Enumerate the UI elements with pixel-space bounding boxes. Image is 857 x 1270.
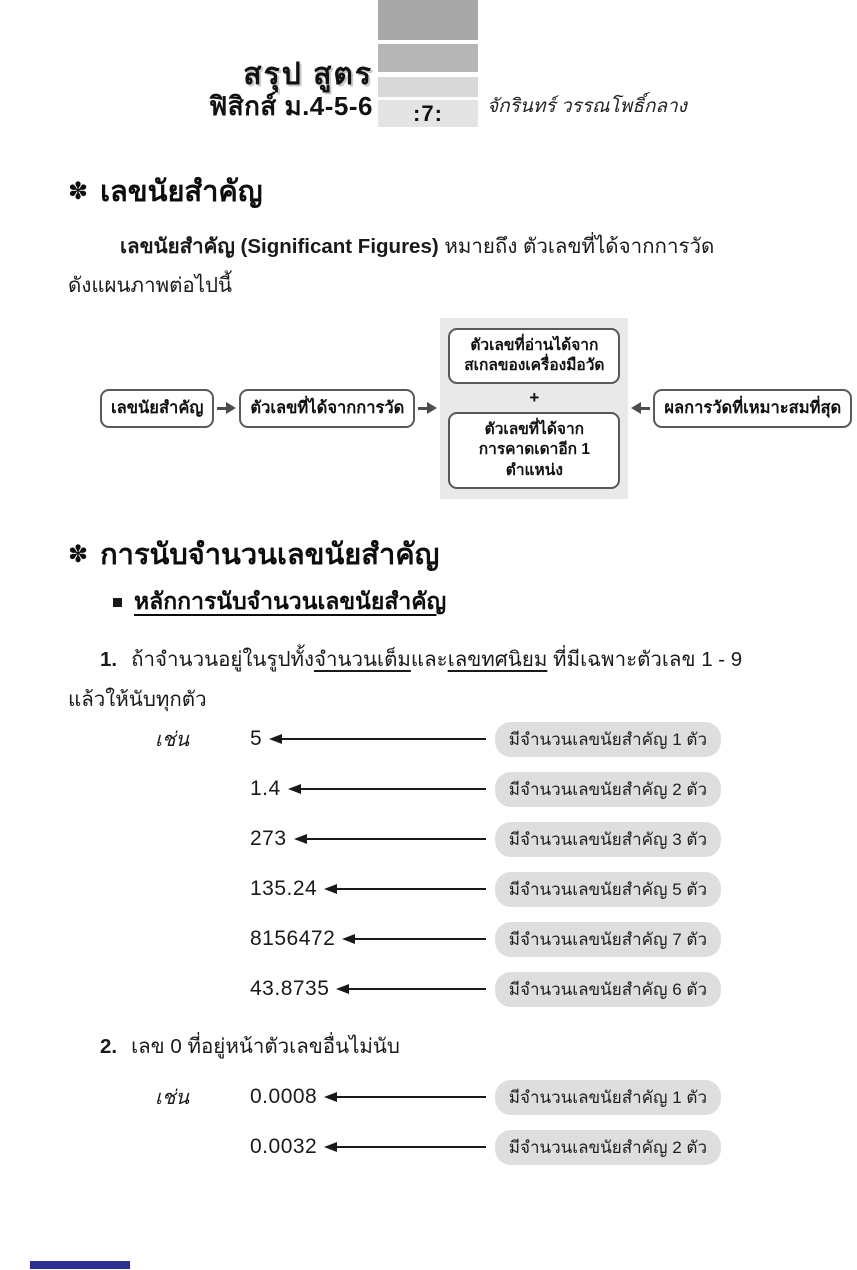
gray-bar-1 <box>378 0 478 40</box>
rule1-examples <box>155 724 721 1024</box>
book-title-line2: ฟิสิกส์ ม.4-5-6 <box>208 91 373 121</box>
example-row <box>155 1132 721 1162</box>
diagram-box-significant-number: เลขนัยสำคัญ <box>100 389 214 428</box>
right-arrow-icon <box>418 402 437 414</box>
counting-principles-subheading <box>113 584 446 620</box>
rule1-text-part2: และ <box>410 648 448 671</box>
example-value: 5 <box>250 727 263 750</box>
section2-title: การนับจำนวนเลขนัยสำคัญ <box>100 539 440 571</box>
diagram-box-scale-reading <box>448 328 620 384</box>
intro-rest: หมายถึง ตัวเลขที่ได้จากการวัด <box>438 235 715 258</box>
rule2-text: เลข 0 ที่อยู่หน้าตัวเลขอื่นไม่นับ <box>131 1035 400 1058</box>
example-value: 1.4 <box>250 777 281 800</box>
example-annotation-pill: มีจำนวนเลขนัยสำคัญ 3 ตัว <box>495 822 721 857</box>
rule1-text-part3: ที่มีเฉพาะตัวเลข 1 - 9 <box>547 648 743 671</box>
example-annotation-pill: มีจำนวนเลขนัยสำคัญ 1 ตัว <box>495 722 721 757</box>
intro-bold-term: เลขนัยสำคัญ (Significant Figures) <box>120 235 439 258</box>
header-gray-bars <box>378 0 478 127</box>
rule1-number: 1. <box>100 648 118 671</box>
flower-bullet-icon: ✽ <box>68 177 89 205</box>
significant-figures-diagram <box>100 318 842 499</box>
left-arrow-icon <box>294 834 486 844</box>
left-arrow-icon <box>324 1142 486 1152</box>
example-value: 0.0008 <box>250 1085 318 1108</box>
example-value: 135.24 <box>250 877 318 900</box>
flower-bullet-icon: ✽ <box>68 540 89 568</box>
book-title <box>209 58 373 121</box>
diagram-box-estimated-digit <box>448 412 620 488</box>
example-row <box>155 1082 721 1112</box>
section-heading-significant-figures <box>68 168 263 214</box>
diagram-box-best-result: ผลการวัดที่เหมาะสมที่สุด <box>653 389 852 428</box>
left-arrow-icon <box>336 984 485 994</box>
example-annotation-pill: มีจำนวนเลขนัยสำคัญ 2 ตัว <box>495 772 721 807</box>
scale-reading-line2: สเกลของเครื่องมือวัด <box>464 357 605 375</box>
intro-line2: ดังแผนภาพต่อไปนี้ <box>68 273 233 297</box>
rule1-underlined-integer: จำนวนเต็ม <box>314 648 411 671</box>
left-arrow-icon <box>324 884 486 894</box>
left-arrow-icon <box>269 734 486 744</box>
estimated-digit-line2: การคาดเดาอีก 1 ตำแหน่ง <box>478 441 590 479</box>
section-heading-counting <box>68 531 439 577</box>
left-arrow-icon <box>324 1092 486 1102</box>
rule1-text-part1: ถ้าจำนวนอยู่ในรูปทั้ง <box>131 648 314 671</box>
example-row <box>155 774 721 804</box>
example-label: เช่น <box>155 1087 190 1109</box>
example-value: 8156472 <box>250 927 336 950</box>
intro-paragraph <box>68 232 792 302</box>
example-value: 43.8735 <box>250 977 330 1000</box>
example-row <box>155 974 721 1004</box>
rule2-number: 2. <box>100 1035 118 1058</box>
example-row <box>155 724 721 754</box>
example-value: 0.0032 <box>250 1135 318 1158</box>
example-row <box>155 824 721 854</box>
subheading-text: หลักการนับจำนวนเลขนัยสำคัญ <box>134 588 447 614</box>
scale-reading-line1: ตัวเลขที่อ่านได้จาก <box>470 337 599 354</box>
rule1-underlined-decimal: เลขทศนิยม <box>447 648 548 671</box>
left-arrow-icon <box>288 784 486 794</box>
example-value: 273 <box>250 827 287 850</box>
section1-title: เลขนัยสำคัญ <box>100 176 263 208</box>
plus-sign: + <box>529 388 540 408</box>
example-row <box>155 874 721 904</box>
rule1-line2: แล้วให้นับทุกตัว <box>68 687 207 711</box>
example-annotation-pill: มีจำนวนเลขนัยสำคัญ 7 ตัว <box>495 922 721 957</box>
author-name: จักรินทร์ วรรณโพธิ์กลาง <box>487 96 687 117</box>
left-arrow-icon <box>631 402 650 414</box>
diagram-box-measured-number: ตัวเลขที่ได้จากการวัด <box>239 389 415 428</box>
estimated-digit-line1: ตัวเลขที่ได้จาก <box>484 421 585 439</box>
example-annotation-pill: มีจำนวนเลขนัยสำคัญ 5 ตัว <box>495 872 721 907</box>
intro-line1 <box>68 232 792 263</box>
page-number: :7: <box>413 100 443 126</box>
diagram-center-panel <box>440 318 628 499</box>
example-label: เช่น <box>155 729 190 751</box>
right-arrow-icon <box>217 402 236 414</box>
gray-bar-2 <box>378 44 478 72</box>
example-annotation-pill: มีจำนวนเลขนัยสำคัญ 1 ตัว <box>495 1080 721 1115</box>
rule-2 <box>68 1032 792 1062</box>
gray-bar-4 <box>378 100 478 127</box>
example-annotation-pill: มีจำนวนเลขนัยสำคัญ 2 ตัว <box>495 1130 721 1165</box>
square-bullet-icon <box>113 598 122 607</box>
rule1-line1 <box>68 645 792 675</box>
example-annotation-pill: มีจำนวนเลขนัยสำคัญ 6 ตัว <box>495 972 721 1007</box>
bottom-blue-bar <box>30 1261 130 1269</box>
left-arrow-icon <box>342 934 486 944</box>
rule-1 <box>68 645 792 714</box>
book-title-line1: สรุป สูตร <box>243 58 373 91</box>
gray-bar-3 <box>378 77 478 97</box>
rule2-line1 <box>68 1032 792 1062</box>
example-row <box>155 924 721 954</box>
rule2-examples <box>155 1082 721 1182</box>
